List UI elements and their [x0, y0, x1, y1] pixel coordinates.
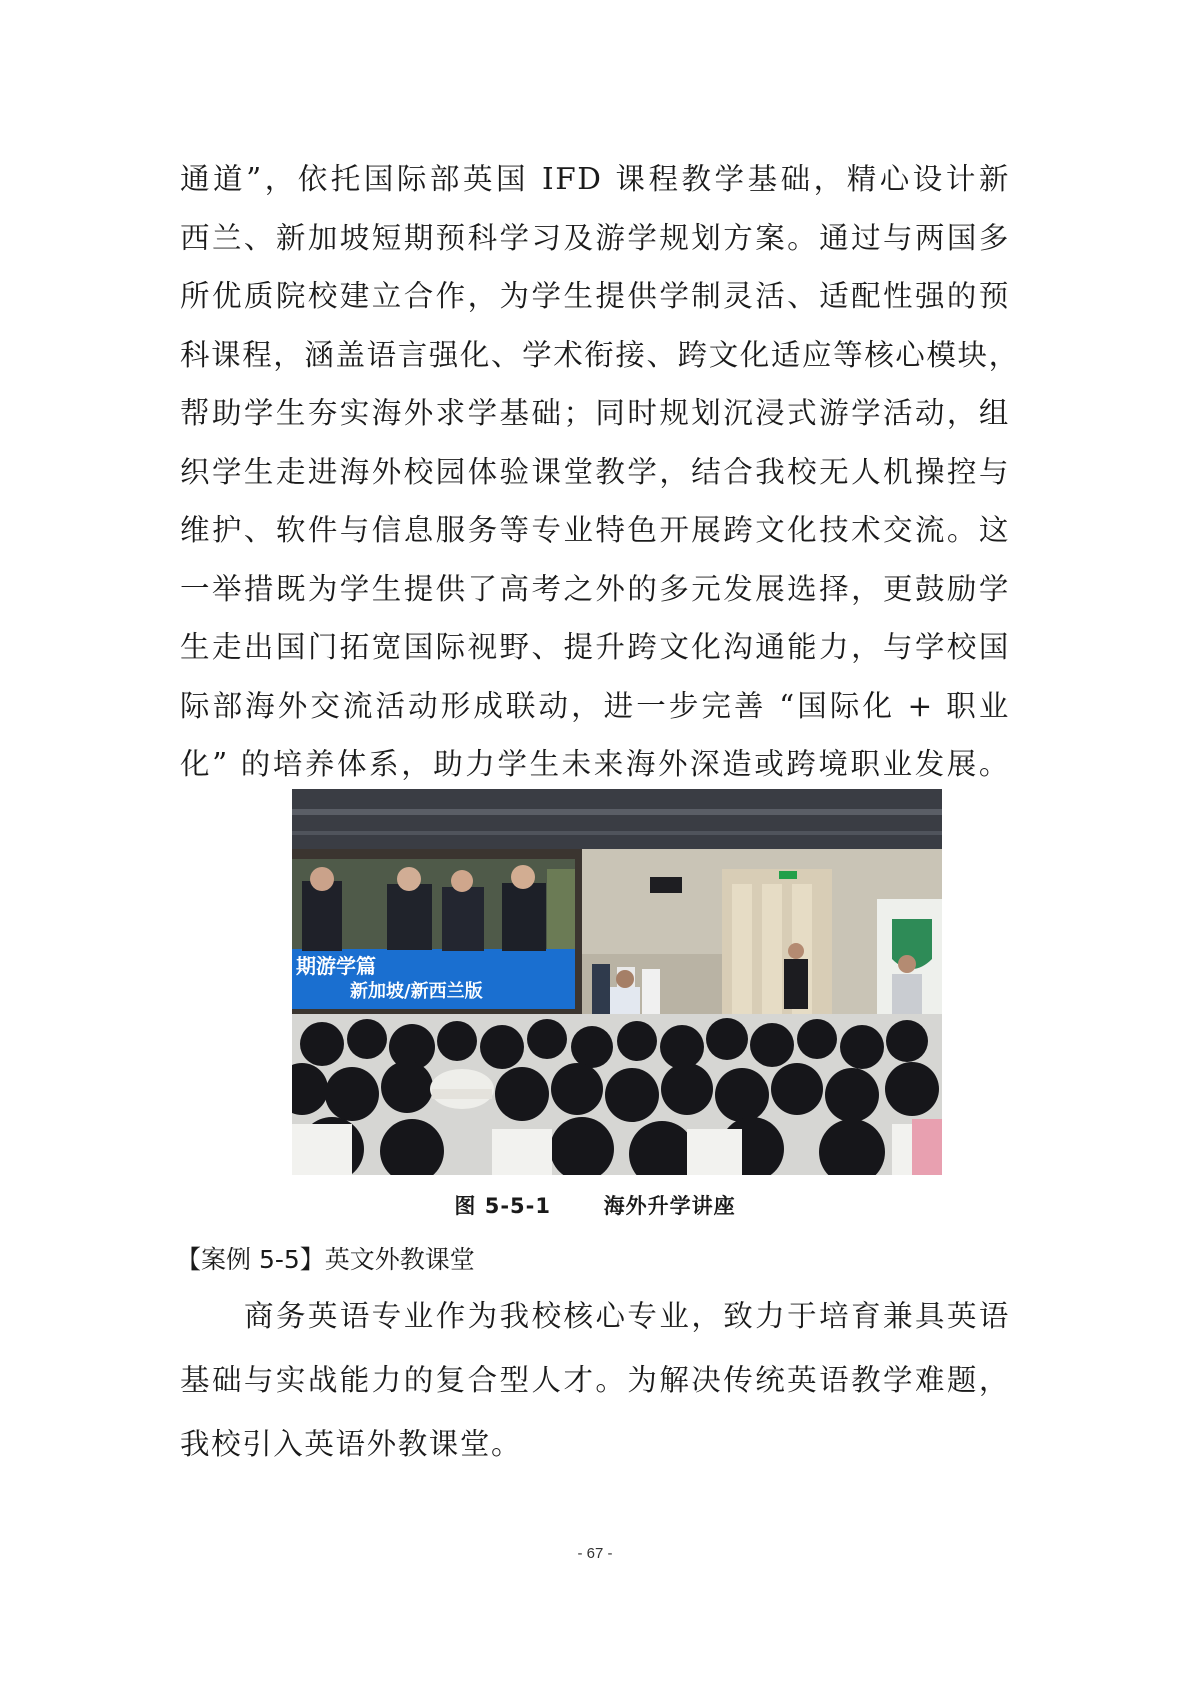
paragraph-line: 通道”，依托国际部英国 IFD 课程教学基础，精心设计新	[180, 162, 1010, 196]
screen-line-1: 期游学篇	[296, 954, 376, 978]
body-paragraph-1	[180, 150, 1020, 794]
paragraph-line: 织学生走进海外校园体验课堂教学，结合我校无人机操控与	[180, 454, 1010, 489]
paragraph-line: 一举措既为学生提供了高考之外的多元发展选择，更鼓励学	[180, 571, 1010, 606]
paragraph-line: 西兰、新加坡短期预科学习及游学规划方案。通过与两国多	[180, 220, 1010, 255]
body-paragraph-2	[180, 1284, 1010, 1476]
paragraph-line: 科课程，涵盖语言强化、学术衔接、跨文化适应等核心模块，	[180, 337, 1020, 372]
case-heading: 【案例 5-5】英文外教课堂	[176, 1245, 475, 1274]
page-number: - 67 -	[577, 1545, 613, 1562]
paragraph-line: 所优质院校建立合作，为学生提供学制灵活、适配性强的预	[180, 279, 1010, 313]
figure-title: 海外升学讲座	[603, 1194, 736, 1218]
paragraph-line: 化” 的培养体系，助力学生未来海外深造或跨境职业发展。	[180, 747, 1010, 781]
paragraph-line: 帮助学生夯实海外求学基础；同时规划沉浸式游学活动，组	[180, 396, 1010, 430]
paragraph-line: 生走出国门拓宽国际视野、提升跨文化沟通能力，与学校国	[180, 630, 1010, 664]
paragraph-line: 商务英语专业作为我校核心专业，致力于培育兼具英语	[244, 1299, 1010, 1333]
figure-number: 图 5-5-1	[454, 1194, 551, 1218]
paragraph-line: 我校引入英语外教课堂。	[180, 1427, 523, 1461]
paragraph-line: 际部海外交流活动形成联动，进一步完善 “国际化 + 职业	[180, 688, 1010, 723]
figure-caption	[0, 1190, 1190, 1220]
lecture-photo	[292, 789, 942, 1175]
lecture-hall-illustration	[292, 789, 942, 1175]
screen-line-2: 新加坡/新西兰版	[350, 981, 483, 1002]
paragraph-line: 维护、软件与信息服务等专业特色开展跨文化技术交流。这	[180, 513, 1010, 547]
paragraph-line: 基础与实战能力的复合型人才。为解决传统英语教学难题，	[180, 1363, 1010, 1397]
